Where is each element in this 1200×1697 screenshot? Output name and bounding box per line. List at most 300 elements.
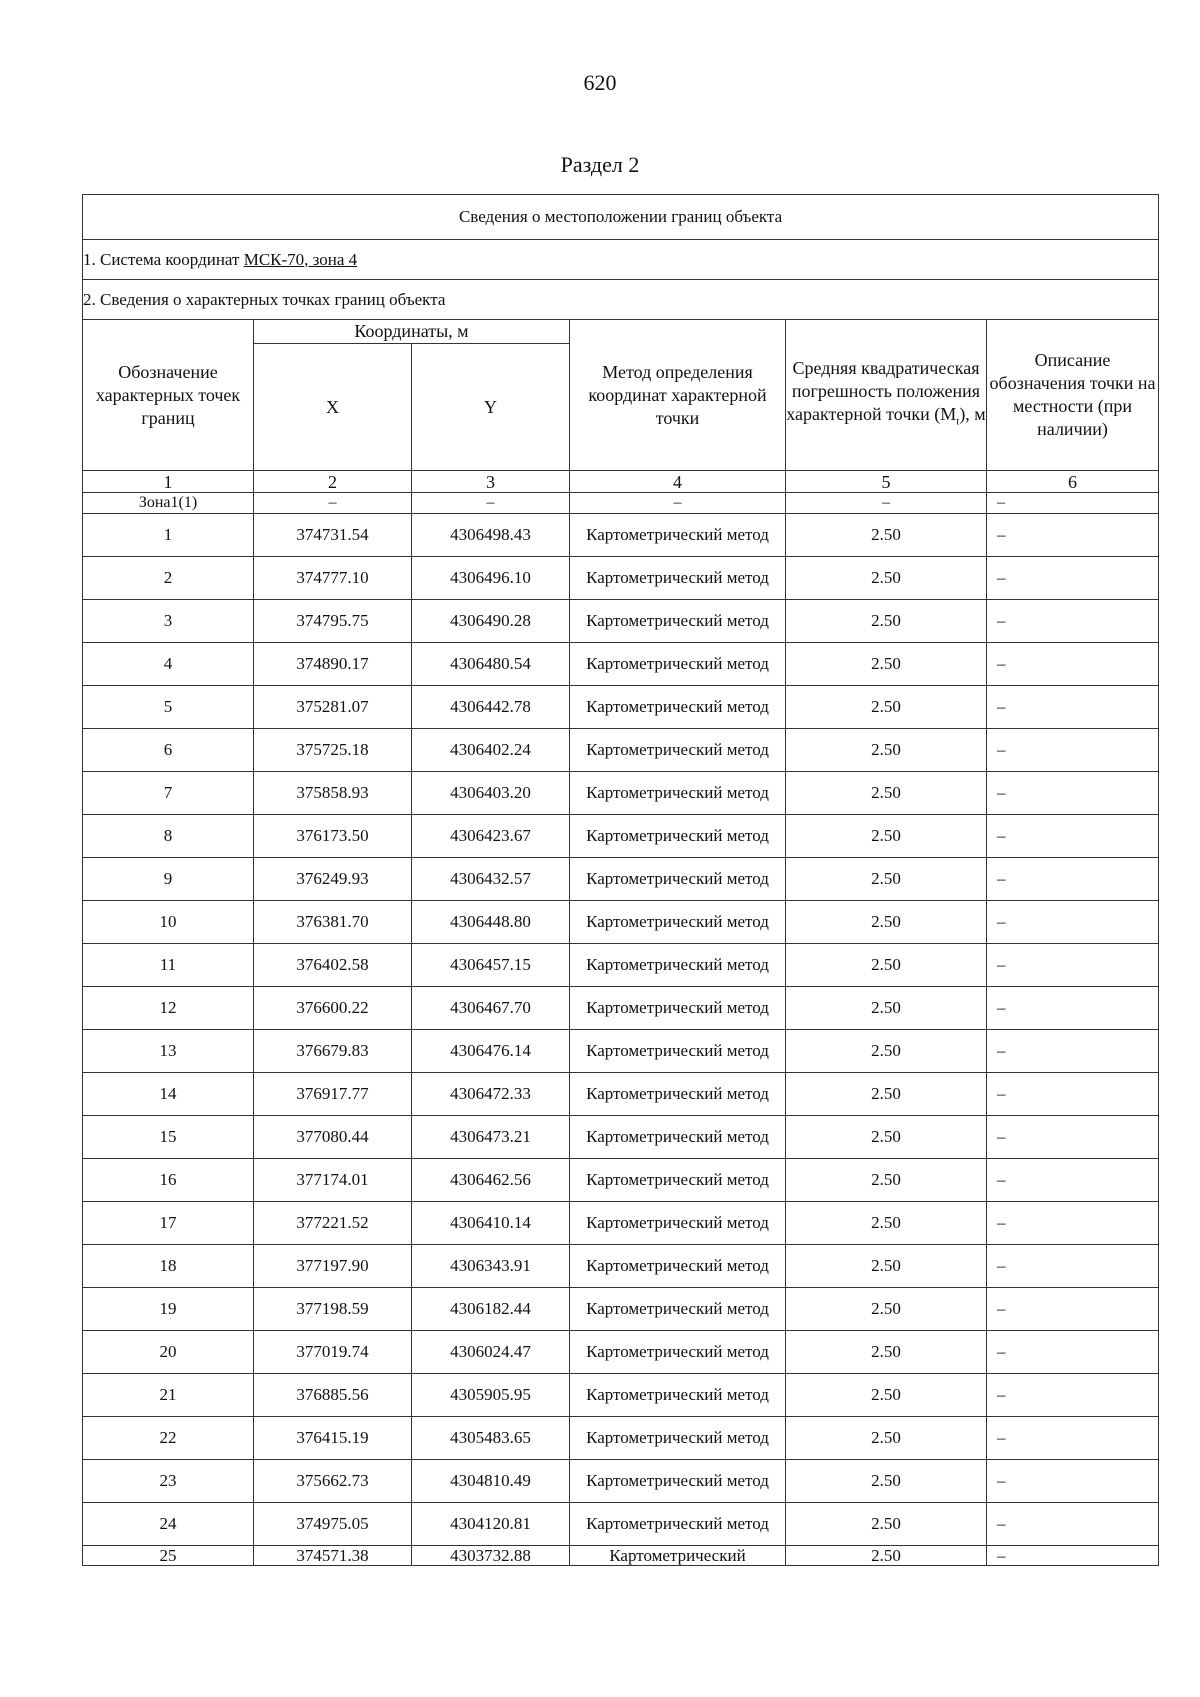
y-coordinate-cell <box>412 944 570 987</box>
description-cell-text: – <box>997 826 1006 845</box>
x-coordinate-cell-text: 377197.90 <box>296 1256 369 1275</box>
point-number-cell-text: 11 <box>159 955 177 974</box>
x-coordinate-cell-text: 376885.56 <box>296 1385 369 1404</box>
method-cell <box>570 1202 786 1245</box>
section-title: Раздел 2 <box>560 152 640 177</box>
description-cell <box>987 1159 1159 1202</box>
x-coordinate-cell <box>254 1159 412 1202</box>
y-coordinate-cell <box>412 729 570 772</box>
error-cell-text: 2.50 <box>871 525 901 544</box>
x-coordinate-cell <box>254 1460 412 1503</box>
error-cell <box>786 987 987 1030</box>
error-cell <box>786 858 987 901</box>
point-number-cell-text: 21 <box>159 1385 177 1404</box>
table-row <box>83 1159 1159 1202</box>
method-cell <box>570 686 786 729</box>
description-cell <box>987 987 1159 1030</box>
description-cell <box>987 815 1159 858</box>
y-coordinate-cell <box>412 514 570 557</box>
x-coordinate-cell <box>254 987 412 1030</box>
error-cell-text: 2.50 <box>871 826 901 845</box>
point-number-cell-text: 24 <box>159 1514 177 1533</box>
error-cell <box>786 1546 987 1566</box>
point-number-cell <box>83 1030 254 1073</box>
point-number-cell <box>83 686 254 729</box>
method-cell <box>570 901 786 944</box>
description-cell-text: – <box>997 1428 1006 1447</box>
point-number-cell-text: 23 <box>159 1471 177 1490</box>
description-cell-text: – <box>997 1546 1006 1565</box>
point-number-cell-text: 17 <box>159 1213 177 1232</box>
point-number-cell <box>83 1460 254 1503</box>
error-cell-text: 2.50 <box>871 912 901 931</box>
y-coordinate-cell-text: 4306476.14 <box>450 1041 531 1060</box>
table-row <box>83 1202 1159 1245</box>
point-number-cell <box>83 1159 254 1202</box>
error-cell <box>786 557 987 600</box>
y-coordinate-cell <box>412 600 570 643</box>
method-cell <box>570 557 786 600</box>
x-coordinate-cell <box>254 1503 412 1546</box>
points-title: 2. Сведения о характерных точках границ объекта <box>83 280 1159 320</box>
description-cell <box>987 1417 1159 1460</box>
coordinate-system-label: 1. Система координат <box>83 249 244 269</box>
method-cell-text: Картометрический метод <box>586 826 769 845</box>
description-cell-text: – <box>997 1342 1006 1361</box>
header-y: Y <box>412 344 570 471</box>
table-row <box>83 772 1159 815</box>
y-coordinate-cell-text: 4306024.47 <box>450 1342 531 1361</box>
x-coordinate-cell <box>254 815 412 858</box>
x-coordinate-cell-text: 377080.44 <box>296 1127 369 1146</box>
y-coordinate-cell <box>412 1417 570 1460</box>
y-coordinate-cell-text: 4306343.91 <box>450 1256 531 1275</box>
x-coordinate-cell <box>254 643 412 686</box>
method-cell-text: Картометрический метод <box>586 1342 769 1361</box>
point-number-cell <box>83 643 254 686</box>
zone-cell: – <box>254 493 412 514</box>
column-number: 2 <box>254 471 412 493</box>
method-cell-text: Картометрический метод <box>586 1127 769 1146</box>
point-number-cell-text: 8 <box>163 826 173 845</box>
point-number-cell <box>83 600 254 643</box>
x-coordinate-cell <box>254 1331 412 1374</box>
description-cell <box>987 514 1159 557</box>
y-coordinate-cell <box>412 557 570 600</box>
point-number-cell-text: 22 <box>159 1428 177 1447</box>
error-cell-text: 2.50 <box>871 955 901 974</box>
y-coordinate-cell-text: 4306490.28 <box>450 611 531 630</box>
table-row <box>83 944 1159 987</box>
error-cell-text: 2.50 <box>871 1385 901 1404</box>
header-designation: Обозначение характерных точек границ <box>83 320 254 471</box>
description-cell-text: – <box>997 1256 1006 1275</box>
x-coordinate-cell-text: 376917.77 <box>296 1084 369 1103</box>
error-cell-text: 2.50 <box>871 1213 901 1232</box>
description-cell <box>987 1245 1159 1288</box>
method-cell-text: Картометрический метод <box>586 697 769 716</box>
x-coordinate-cell <box>254 901 412 944</box>
method-cell-text: Картометрический метод <box>586 1299 769 1318</box>
error-cell-text: 2.50 <box>871 740 901 759</box>
method-cell <box>570 1503 786 1546</box>
point-number-cell-text: 5 <box>163 697 173 716</box>
point-number-cell <box>83 901 254 944</box>
point-number-cell-text: 18 <box>159 1256 177 1275</box>
y-coordinate-cell-text: 4306402.24 <box>450 740 531 759</box>
x-coordinate-cell-text: 374890.17 <box>296 654 369 673</box>
zone-cell: – <box>786 493 987 514</box>
y-coordinate-cell-text: 4306498.43 <box>450 525 531 544</box>
method-cell <box>570 643 786 686</box>
method-cell <box>570 1245 786 1288</box>
y-coordinate-cell-text: 4306480.54 <box>450 654 531 673</box>
description-cell <box>987 1331 1159 1374</box>
table-row <box>83 1073 1159 1116</box>
description-cell <box>987 858 1159 901</box>
description-cell-text: – <box>997 654 1006 673</box>
table-row <box>83 1374 1159 1417</box>
y-coordinate-cell-text: 4306467.70 <box>450 998 531 1017</box>
y-coordinate-cell-text: 4306448.80 <box>450 912 531 931</box>
x-coordinate-cell <box>254 944 412 987</box>
y-coordinate-cell <box>412 1073 570 1116</box>
error-cell <box>786 1331 987 1374</box>
table-row <box>83 514 1159 557</box>
method-cell-text: Картометрический метод <box>586 568 769 587</box>
error-cell-text: 2.50 <box>871 998 901 1017</box>
error-cell <box>786 600 987 643</box>
method-cell <box>570 815 786 858</box>
method-cell-text: Картометрический метод <box>586 1385 769 1404</box>
description-cell <box>987 643 1159 686</box>
zone-cell: – <box>570 493 786 514</box>
y-coordinate-cell-text: 4303732.88 <box>450 1546 531 1565</box>
point-number-cell <box>83 1503 254 1546</box>
error-cell-text: 2.50 <box>871 1342 901 1361</box>
x-coordinate-cell-text: 374975.05 <box>296 1514 369 1533</box>
zone-cell: – <box>987 493 1159 514</box>
method-cell <box>570 1460 786 1503</box>
error-cell-text: 2.50 <box>871 783 901 802</box>
x-coordinate-cell-text: 376249.93 <box>296 869 369 888</box>
table-row <box>83 987 1159 1030</box>
x-coordinate-cell-text: 377221.52 <box>296 1213 369 1232</box>
y-coordinate-cell-text: 4305905.95 <box>450 1385 531 1404</box>
x-coordinate-cell <box>254 1116 412 1159</box>
description-cell-text: – <box>997 998 1006 1017</box>
point-number-cell-text: 20 <box>159 1342 177 1361</box>
y-coordinate-cell-text: 4306462.56 <box>450 1170 531 1189</box>
table-row <box>83 1546 1159 1566</box>
table-row <box>83 1417 1159 1460</box>
x-coordinate-cell-text: 375281.07 <box>296 697 369 716</box>
y-coordinate-cell-text: 4306472.33 <box>450 1084 531 1103</box>
description-cell <box>987 557 1159 600</box>
table-row <box>83 729 1159 772</box>
y-coordinate-cell <box>412 1374 570 1417</box>
column-number: 5 <box>786 471 987 493</box>
x-coordinate-cell <box>254 1030 412 1073</box>
description-cell <box>987 729 1159 772</box>
method-cell <box>570 1288 786 1331</box>
description-cell <box>987 600 1159 643</box>
table-row <box>83 1503 1159 1546</box>
method-cell-text: Картометрический метод <box>586 955 769 974</box>
point-number-cell <box>83 514 254 557</box>
y-coordinate-cell <box>412 1288 570 1331</box>
description-cell-text: – <box>997 783 1006 802</box>
coordinate-system <box>83 240 1159 280</box>
y-coordinate-cell <box>412 1331 570 1374</box>
table-row <box>83 643 1159 686</box>
x-coordinate-cell <box>254 1374 412 1417</box>
error-cell <box>786 901 987 944</box>
description-cell-text: – <box>997 697 1006 716</box>
method-cell <box>570 1546 786 1566</box>
method-cell <box>570 1331 786 1374</box>
x-coordinate-cell <box>254 600 412 643</box>
description-cell <box>987 1460 1159 1503</box>
table-row <box>83 1245 1159 1288</box>
y-coordinate-cell-text: 4306442.78 <box>450 697 531 716</box>
method-cell-text: Картометрический метод <box>586 654 769 673</box>
x-coordinate-cell-text: 375725.18 <box>296 740 369 759</box>
description-cell <box>987 901 1159 944</box>
error-cell-text: 2.50 <box>871 1514 901 1533</box>
method-cell-text: Картометрический метод <box>586 611 769 630</box>
table-row <box>83 1288 1159 1331</box>
method-cell-text: Картометрический метод <box>586 1213 769 1232</box>
header-description: Описание обозначения точки на местности (при наличии) <box>987 320 1159 471</box>
table-row <box>83 557 1159 600</box>
table-row <box>83 1116 1159 1159</box>
method-cell <box>570 772 786 815</box>
description-cell <box>987 1030 1159 1073</box>
point-number-cell <box>83 1374 254 1417</box>
error-cell-text: 2.50 <box>871 568 901 587</box>
error-cell <box>786 1417 987 1460</box>
point-number-cell-text: 25 <box>159 1546 177 1565</box>
header-coordinates: Координаты, м <box>254 320 570 344</box>
error-cell <box>786 686 987 729</box>
column-number: 3 <box>412 471 570 493</box>
error-cell <box>786 1159 987 1202</box>
point-number-cell <box>83 987 254 1030</box>
method-cell-text: Картометрический метод <box>586 1514 769 1533</box>
description-cell-text: – <box>997 568 1006 587</box>
error-cell-text: 2.50 <box>871 1256 901 1275</box>
method-cell <box>570 1030 786 1073</box>
method-cell <box>570 1159 786 1202</box>
y-coordinate-cell-text: 4306423.67 <box>450 826 531 845</box>
description-cell-text: – <box>997 1041 1006 1060</box>
table-row <box>83 686 1159 729</box>
description-cell-text: – <box>997 1127 1006 1146</box>
x-coordinate-cell <box>254 1417 412 1460</box>
x-coordinate-cell-text: 375858.93 <box>296 783 369 802</box>
point-number-cell-text: 19 <box>159 1299 177 1318</box>
error-cell <box>786 1460 987 1503</box>
description-cell-text: – <box>997 1514 1006 1533</box>
error-cell-text: 2.50 <box>871 1428 901 1447</box>
error-cell-text: 2.50 <box>871 1041 901 1060</box>
column-number: 6 <box>987 471 1159 493</box>
method-cell-text: Картометрический метод <box>586 1428 769 1447</box>
point-number-cell-text: 9 <box>163 869 173 888</box>
y-coordinate-cell <box>412 901 570 944</box>
description-cell-text: – <box>997 1299 1006 1318</box>
x-coordinate-cell-text: 374731.54 <box>296 525 369 544</box>
header-method: Метод определения координат характерной точки <box>570 320 786 471</box>
y-coordinate-cell <box>412 772 570 815</box>
y-coordinate-cell-text: 4306473.21 <box>450 1127 531 1146</box>
x-coordinate-cell-text: 374795.75 <box>296 611 369 630</box>
zone-cell: – <box>412 493 570 514</box>
y-coordinate-cell <box>412 643 570 686</box>
description-cell <box>987 1503 1159 1546</box>
header-error-main: Средняя квадратическая погрешность положения характерной точки (M <box>786 357 981 424</box>
point-number-cell <box>83 1417 254 1460</box>
point-number-cell-text: 3 <box>163 611 173 630</box>
point-number-cell-text: 7 <box>163 783 173 802</box>
error-cell <box>786 729 987 772</box>
point-number-cell-text: 6 <box>163 740 173 759</box>
column-number: 1 <box>83 471 254 493</box>
error-cell-text: 2.50 <box>871 697 901 716</box>
error-cell <box>786 514 987 557</box>
error-cell-text: 2.50 <box>871 1546 901 1565</box>
x-coordinate-cell-text: 376402.58 <box>296 955 369 974</box>
point-number-cell-text: 14 <box>159 1084 177 1103</box>
error-cell-text: 2.50 <box>871 654 901 673</box>
description-cell-text: – <box>997 1471 1006 1490</box>
table-row <box>83 901 1159 944</box>
x-coordinate-cell <box>254 1288 412 1331</box>
description-cell <box>987 1116 1159 1159</box>
x-coordinate-cell-text: 377198.59 <box>296 1299 369 1318</box>
method-cell-text: Картометрический метод <box>586 1041 769 1060</box>
point-number-cell-text: 1 <box>163 525 173 544</box>
x-coordinate-cell <box>254 557 412 600</box>
y-coordinate-cell <box>412 1159 570 1202</box>
description-cell-text: – <box>997 740 1006 759</box>
method-cell-text: Картометрический метод <box>586 783 769 802</box>
header-error <box>786 320 987 471</box>
header-error-tail: ), м <box>959 403 986 424</box>
table-row <box>83 858 1159 901</box>
zone-row <box>83 493 1159 514</box>
table-row <box>83 1030 1159 1073</box>
point-number-cell-text: 13 <box>159 1041 177 1060</box>
x-coordinate-cell-text: 376679.83 <box>296 1041 369 1060</box>
method-cell <box>570 858 786 901</box>
description-cell-text: – <box>997 1385 1006 1404</box>
error-cell-text: 2.50 <box>871 1084 901 1103</box>
point-number-cell-text: 10 <box>159 912 177 931</box>
y-coordinate-cell <box>412 1546 570 1566</box>
point-number-cell <box>83 729 254 772</box>
point-number-cell <box>83 1288 254 1331</box>
point-number-cell <box>83 772 254 815</box>
method-cell <box>570 987 786 1030</box>
method-cell-text: Картометрический метод <box>586 998 769 1017</box>
y-coordinate-cell-text: 4304810.49 <box>450 1471 531 1490</box>
error-cell <box>786 1245 987 1288</box>
method-cell-text: Картометрический <box>609 1546 746 1565</box>
method-cell-text: Картометрический метод <box>586 525 769 544</box>
boundary-table <box>82 194 1159 1566</box>
error-cell-text: 2.50 <box>871 1299 901 1318</box>
x-coordinate-cell <box>254 772 412 815</box>
x-coordinate-cell <box>254 858 412 901</box>
x-coordinate-cell-text: 376415.19 <box>296 1428 369 1447</box>
table-row <box>83 1460 1159 1503</box>
table-title: Сведения о местоположении границ объекта <box>83 195 1159 240</box>
x-coordinate-cell-text: 374777.10 <box>296 568 369 587</box>
x-coordinate-cell <box>254 1546 412 1566</box>
description-cell <box>987 1288 1159 1331</box>
x-coordinate-cell-text: 376173.50 <box>296 826 369 845</box>
coordinate-system-value: МСК-70, зона 4 <box>243 249 358 269</box>
error-cell <box>786 772 987 815</box>
description-cell <box>987 772 1159 815</box>
description-cell-text: – <box>997 912 1006 931</box>
description-cell-text: – <box>997 525 1006 544</box>
method-cell-text: Картометрический метод <box>586 869 769 888</box>
point-number-cell <box>83 858 254 901</box>
error-cell-text: 2.50 <box>871 1127 901 1146</box>
method-cell-text: Картометрический метод <box>586 1471 769 1490</box>
error-cell <box>786 944 987 987</box>
description-cell-text: – <box>997 869 1006 888</box>
description-cell <box>987 1073 1159 1116</box>
error-cell-text: 2.50 <box>871 1471 901 1490</box>
error-cell <box>786 1288 987 1331</box>
error-cell <box>786 1030 987 1073</box>
method-cell <box>570 1073 786 1116</box>
zone-cell: Зона1(1) <box>83 493 254 514</box>
error-cell <box>786 643 987 686</box>
y-coordinate-cell-text: 4304120.81 <box>450 1514 531 1533</box>
column-number: 4 <box>570 471 786 493</box>
x-coordinate-cell <box>254 729 412 772</box>
y-coordinate-cell <box>412 1460 570 1503</box>
error-cell-text: 2.50 <box>871 869 901 888</box>
point-number-cell <box>83 1073 254 1116</box>
description-cell-text: – <box>997 1084 1006 1103</box>
description-cell <box>987 1374 1159 1417</box>
x-coordinate-cell-text: 377174.01 <box>296 1170 369 1189</box>
point-number-cell <box>83 1546 254 1566</box>
description-cell <box>987 1202 1159 1245</box>
point-number-cell-text: 12 <box>159 998 177 1017</box>
error-cell-text: 2.50 <box>871 1170 901 1189</box>
error-cell <box>786 1202 987 1245</box>
y-coordinate-cell <box>412 1202 570 1245</box>
method-cell-text: Картометрический метод <box>586 912 769 931</box>
point-number-cell-text: 2 <box>163 568 173 587</box>
y-coordinate-cell <box>412 1503 570 1546</box>
table-row <box>83 600 1159 643</box>
y-coordinate-cell-text: 4306403.20 <box>450 783 531 802</box>
y-coordinate-cell <box>412 815 570 858</box>
x-coordinate-cell-text: 375662.73 <box>296 1471 369 1490</box>
description-cell-text: – <box>997 955 1006 974</box>
description-cell-text: – <box>997 1213 1006 1232</box>
method-cell-text: Картометрический метод <box>586 740 769 759</box>
y-coordinate-cell-text: 4306457.15 <box>450 955 531 974</box>
